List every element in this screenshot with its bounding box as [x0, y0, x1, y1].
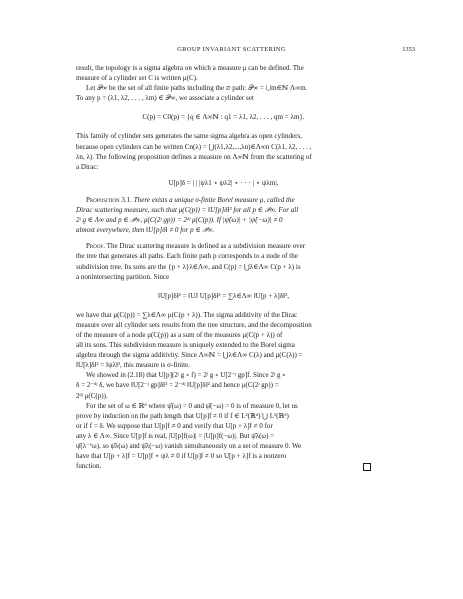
- text-line: 2ᵈʲ μ(C(p)).: [76, 391, 108, 400]
- text-line: We showed in (2.18) that U[p](2ʲ g ∘ f) = 2ʲ g ∘ U[2⁻ʲ gp]f. Since 2ʲ g ∘: [86, 371, 286, 380]
- qed-square-icon: [363, 463, 371, 471]
- running-title: GROUP INVARIANT SCATTERING: [177, 46, 286, 53]
- proof-label: Proof.: [86, 242, 106, 251]
- text-line: ψ̂(λ⁻¹ω), so ψ̂λ(ω) and ψ̂λ(−ω) vanish simultaneously on a set of measure 0. We: [76, 442, 302, 450]
- text-line: The Dirac scattering measure is defined as a subdivision measure over: [106, 242, 306, 251]
- text-line: or if f = δ. We suppose that U[p]f ≠ 0 and verify that U[p + λ]f ≠ 0 for: [76, 421, 273, 430]
- text-line: Dirac scattering measure, such that μ(C(p)) = ‖U[p]δ‖² for all p ∈ 𝒫∞. For all: [76, 206, 299, 215]
- text-line: subdivision tree. Its sons are the {p + λ}λ∈Λ∞, and C(p) = ⋃λ∈Λ∞ C(p + λ) is: [76, 262, 301, 271]
- text-line: all its sons. This subdivision measure is uniquely extended to the Borel sigma: [76, 341, 295, 350]
- text-line: measure over all cylinder sets results from the tree structure, and the decomposition: [76, 320, 312, 329]
- text-line: ‖U[λ]δ‖² = ‖ψλ‖², this measure is σ-finite.: [76, 361, 190, 370]
- text-line: almost everywhere, then ‖U[p]δ‖ ≠ 0 for p ∈ 𝒫∞.: [76, 226, 215, 235]
- text-line: we have that μ(C(p)) = ∑λ∈Λ∞ μ(C(p + λ)). The sigma additivity of the Dirac: [76, 310, 298, 319]
- paragraph-paths: [76, 83, 371, 103]
- paragraph-sigma-algebra: [76, 131, 371, 171]
- text-line: Let 𝒫∞ be the set of all finite paths including the ∅ path: 𝒫∞ = ⋃m∈ℕ Λ∞m.: [86, 84, 308, 93]
- text-line: This family of cylinder sets generates the same sigma algebra as open cylinders,: [76, 132, 303, 141]
- text-line: algebra through the sigma additivity. Since Λ∞ℕ = ⋃λ∈Λ∞ C(λ) and μ(C(λ)) =: [76, 351, 303, 360]
- text-line: a Dirac:: [76, 162, 99, 171]
- text-line: 2ʲ g ∈ Λ∞ and p ∈ 𝒫∞, μ(C(2ʲ gp)) = 2ᵈʲ μ(C(p)). If |ψ̂(ω)| + |ψ̂(−ω)| ≠ 0: [76, 216, 283, 225]
- running-header: [48, 45, 415, 55]
- text-line: λn, λ). The following proposition defines a measure on Λ∞ℕ from the scattering of: [76, 152, 312, 161]
- equation-norm-sum: ‖U[p]δ‖² = ‖UJ U[p]δ‖² = ∑λ∈Λ∞ ‖U[p + λ]δ‖²,: [158, 291, 289, 300]
- text-line: the tree that generates all paths. Each finite path p corresponds to a node of the: [76, 252, 298, 261]
- text-line: There exists a unique σ-finite Borel measure μ, called the: [133, 195, 295, 204]
- paragraph-induction: [76, 401, 371, 472]
- proof-paragraph: [76, 241, 371, 281]
- proposition-label: Proposition 3.1.: [86, 195, 132, 204]
- text-line: have that U[p + λ]f = U[p]f ⋆ ψλ ≠ 0 if U[p]f ≠ 0 so U[p + λ]f is a nonzero: [76, 452, 287, 461]
- equation-dirac-scattering: U[p]δ = | | |ψλ1 ⋆ ψλ2| ⋆ · · · | ⋆ ψλm|.: [168, 178, 279, 187]
- text-line: To any p = (λ1, λ2, . . . , λm) ∈ 𝒫∞, we associate a cylinder set: [76, 94, 254, 103]
- proposition-3-1: [76, 195, 371, 235]
- text-line: because open cylinders can be written Cn(λ) = ⋃(λ1,λ2,...,λn)∈Λ∞n C(λ1, λ2, . . . ,: [76, 142, 312, 151]
- text-line: measure of a cylinder set C is written μ(C).: [76, 74, 198, 83]
- text-line: function.: [76, 462, 102, 471]
- text-line: any λ ∈ Λ∞. Since U[p]f is real, |U[p]f(ω)| = |U[p]f(−ω)|. But ψ̂λ(ω) =: [76, 431, 275, 440]
- paragraph-topology: [76, 63, 371, 83]
- text-line: For the set of ω ∈ ℝᵈ where ψ̂(ω) = 0 and ψ̂(−ω) = 0 is of measure 0, let us: [86, 401, 298, 410]
- paragraph-dilation: [76, 370, 371, 400]
- text-line: a nonintersecting partition. Since: [76, 272, 170, 281]
- equation-cylinder-set: C(p) = C0(p) = {q ∈ Λ∞ℕ : q1 = λ1, λ2, . . . , qm = λm}.: [142, 113, 305, 122]
- body-text: [76, 63, 371, 471]
- text-line: result, the topology is a sigma algebra on which a measure μ can be defined. The: [76, 64, 304, 72]
- page-number: 1353: [402, 46, 415, 53]
- paragraph-sigma-additivity: [76, 310, 371, 371]
- text-line: prove by induction on the path length that U[p]f ≠ 0 if f ∈ L²(ℝᵈ) ⋃ L¹(ℝᵈ): [76, 411, 289, 420]
- text-line: of the measure of a node μ(C(p)) as a sum of the measures μ(C(p + λ)) of: [76, 330, 283, 339]
- text-line: δ = 2⁻ᵈʲ δ, we have ‖U[2⁻ʲ gp]δ‖² = 2⁻ᵈʲ ‖U[p]δ‖² and hence μ(C(2ʲ gp)) =: [76, 381, 279, 390]
